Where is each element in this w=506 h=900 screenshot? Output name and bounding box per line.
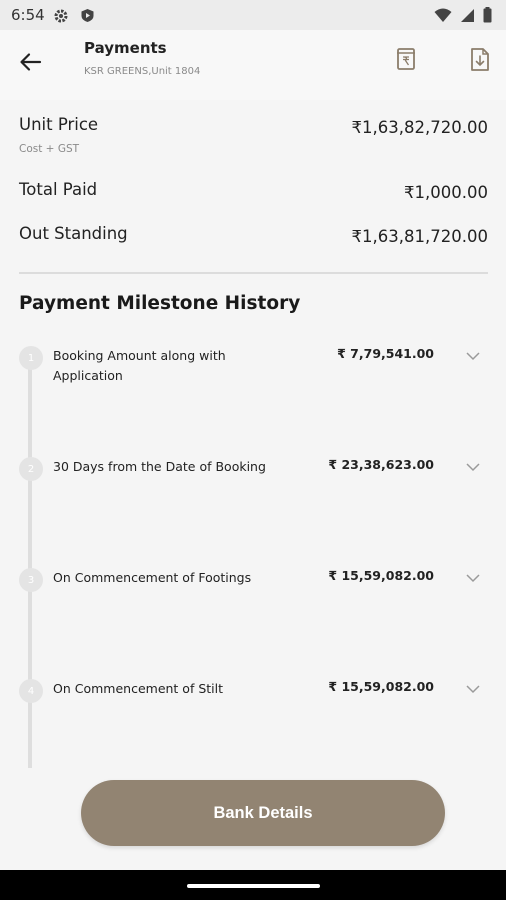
page-subtitle: KSR GREENS,Unit 1804 — [84, 66, 201, 77]
signal-icon — [460, 8, 475, 23]
divider — [19, 272, 488, 274]
battery-icon — [483, 7, 492, 23]
unit-price-label: Unit Price — [19, 115, 99, 134]
download-file-icon[interactable] — [468, 47, 492, 73]
home-gesture-handle[interactable] — [187, 884, 320, 888]
chevron-down-icon[interactable] — [465, 572, 481, 584]
bank-details-button[interactable]: Bank Details — [81, 780, 445, 846]
status-bar — [0, 0, 506, 30]
arrow-left-icon[interactable] — [18, 49, 44, 75]
unit-price-value: ₹1,63,82,720.00 — [351, 118, 488, 137]
milestone-item[interactable] — [0, 568, 506, 628]
milestone-label: 30 Days from the Date of Booking — [53, 459, 266, 474]
milestone-number: 2 — [19, 457, 43, 481]
total-paid-label: Total Paid — [19, 180, 98, 199]
milestone-number: 3 — [19, 568, 43, 592]
milestone-amount: ₹ 15,59,082.00 — [328, 679, 434, 694]
status-icons — [434, 7, 492, 23]
shield-play-icon — [80, 8, 95, 23]
rupee-receipt-icon[interactable] — [394, 47, 418, 73]
system-nav-bar — [0, 870, 506, 900]
app-header — [0, 30, 506, 100]
chevron-down-icon[interactable] — [465, 461, 481, 473]
chevron-down-icon[interactable] — [465, 350, 481, 362]
page-title: Payments — [84, 39, 167, 57]
milestone-amount: ₹ 7,79,541.00 — [337, 346, 434, 361]
milestone-amount: ₹ 15,59,082.00 — [328, 568, 434, 583]
settings-icon — [53, 8, 69, 24]
milestone-amount: ₹ 23,38,623.00 — [328, 457, 434, 472]
milestone-label: On Commencement of Footings — [53, 570, 252, 585]
milestone-label: On Commencement of Stilt — [53, 681, 224, 696]
outstanding-value: ₹1,63,81,720.00 — [351, 227, 488, 246]
total-paid-value: ₹1,000.00 — [404, 183, 488, 202]
milestone-number: 1 — [19, 346, 43, 370]
outstanding-label: Out Standing — [19, 224, 128, 243]
unit-price-sub: Cost + GST — [19, 143, 80, 155]
milestone-number: 4 — [19, 679, 43, 703]
wifi-icon — [434, 8, 452, 23]
chevron-down-icon[interactable] — [465, 683, 481, 695]
milestone-item[interactable] — [0, 457, 506, 517]
milestone-section-title: Payment Milestone History — [19, 293, 301, 314]
status-time: 6:54 — [11, 6, 45, 24]
milestone-item[interactable] — [0, 346, 506, 406]
milestone-item[interactable] — [0, 679, 506, 739]
milestone-label: Booking Amount along with Application — [53, 348, 226, 383]
